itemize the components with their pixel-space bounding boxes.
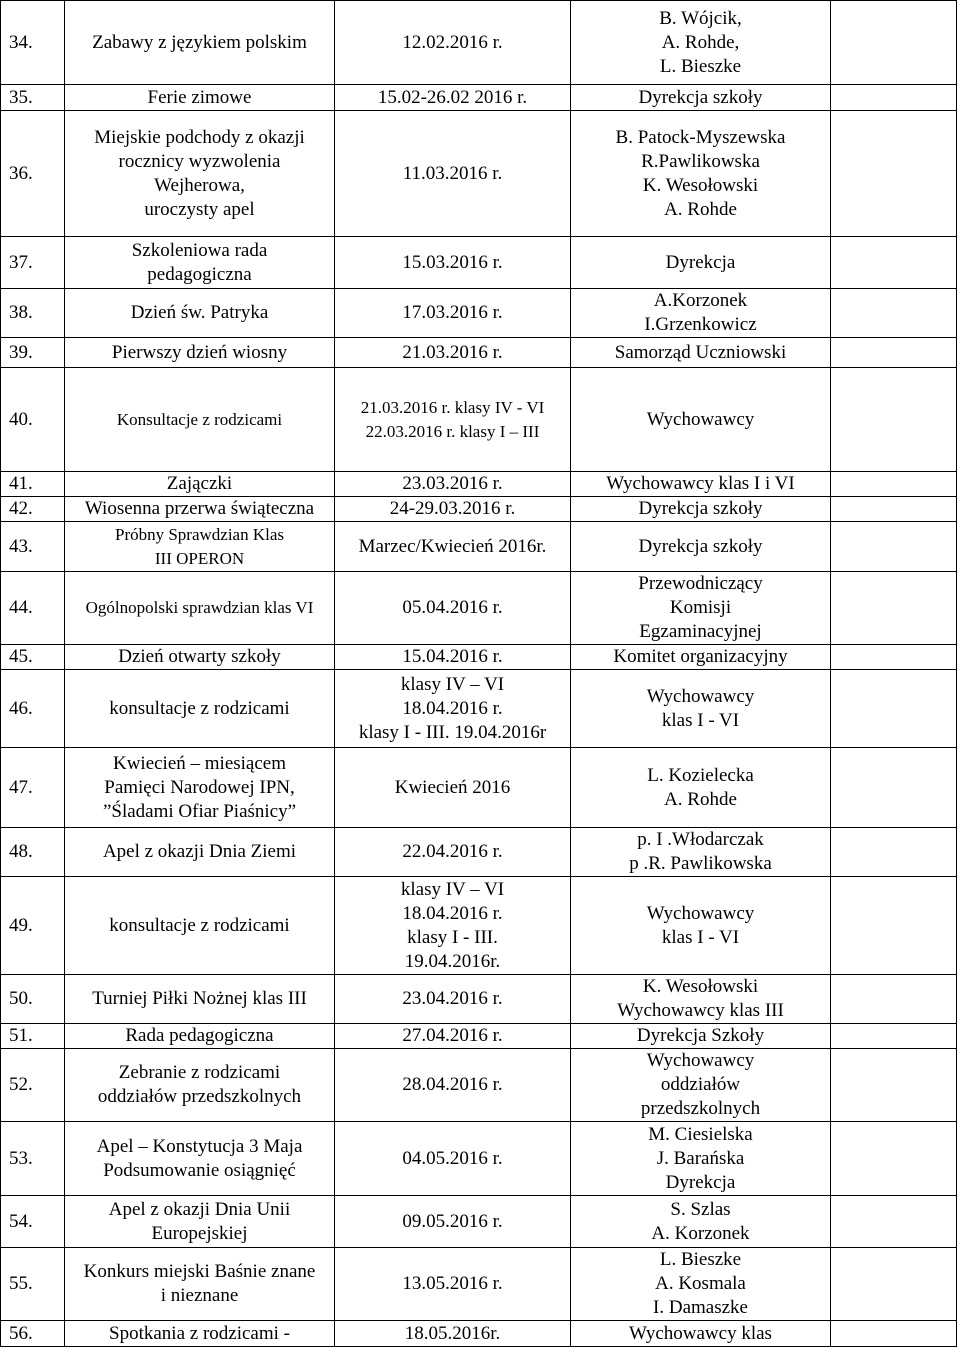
- responsible-cell: Dyrekcja szkoły: [571, 522, 831, 572]
- row-number-cell: 42.: [1, 497, 65, 522]
- row-number-cell: 47.: [1, 748, 65, 828]
- date-cell: 21.03.2016 r.: [335, 338, 571, 368]
- table-row: [1, 670, 957, 748]
- responsible-cell: Dyrekcja Szkoły: [571, 1024, 831, 1049]
- empty-cell: [831, 645, 957, 670]
- empty-cell: [831, 828, 957, 877]
- table-row: [1, 1196, 957, 1248]
- date-cell: 15.02-26.02 2016 r.: [335, 85, 571, 111]
- row-number-cell: 43.: [1, 522, 65, 572]
- date-cell: 27.04.2016 r.: [335, 1024, 571, 1049]
- event-cell: Ferie zimowe: [65, 85, 335, 111]
- date-cell: 23.04.2016 r.: [335, 975, 571, 1024]
- table-row: [1, 237, 957, 289]
- date-cell: 05.04.2016 r.: [335, 572, 571, 645]
- event-cell: Szkoleniowa rada pedagogiczna: [65, 237, 335, 289]
- date-cell: 24-29.03.2016 r.: [335, 497, 571, 522]
- event-cell: Konkurs miejski Baśnie znane i nieznane: [65, 1248, 335, 1321]
- date-cell: klasy IV – VI 18.04.2016 r. klasy I - III. 19.04.2016r: [335, 670, 571, 748]
- responsible-cell: A.Korzonek I.Grzenkowicz: [571, 289, 831, 338]
- empty-cell: [831, 237, 957, 289]
- row-number-cell: 36.: [1, 111, 65, 237]
- event-cell: Kwiecień – miesiącem Pamięci Narodowej IPN, ”Śladami Ofiar Piaśnicy”: [65, 748, 335, 828]
- date-cell: 28.04.2016 r.: [335, 1049, 571, 1122]
- date-cell: 15.03.2016 r.: [335, 237, 571, 289]
- event-cell: Próbny Sprawdzian Klas III OPERON: [65, 522, 335, 572]
- row-number-cell: 48.: [1, 828, 65, 877]
- event-cell: Dzień św. Patryka: [65, 289, 335, 338]
- event-cell: Apel z okazji Dnia Unii Europejskiej: [65, 1196, 335, 1248]
- date-cell: 17.03.2016 r.: [335, 289, 571, 338]
- responsible-cell: S. Szlas A. Korzonek: [571, 1196, 831, 1248]
- row-number-cell: 44.: [1, 572, 65, 645]
- event-cell: Miejskie podchody z okazji rocznicy wyzwolenia Wejherowa, uroczysty apel: [65, 111, 335, 237]
- event-cell: Spotkania z rodzicami -: [65, 1321, 335, 1347]
- table-row: [1, 1122, 957, 1196]
- table-row: [1, 1049, 957, 1122]
- table-row: [1, 572, 957, 645]
- event-cell: konsultacje z rodzicami: [65, 877, 335, 975]
- event-cell: Zajączki: [65, 472, 335, 497]
- table-row: [1, 1248, 957, 1321]
- date-cell: 11.03.2016 r.: [335, 111, 571, 237]
- empty-cell: [831, 111, 957, 237]
- row-number-cell: 53.: [1, 1122, 65, 1196]
- table-row: [1, 748, 957, 828]
- event-cell: Rada pedagogiczna: [65, 1024, 335, 1049]
- empty-cell: [831, 1196, 957, 1248]
- event-cell: Dzień otwarty szkoły: [65, 645, 335, 670]
- empty-cell: [831, 1024, 957, 1049]
- responsible-cell: Dyrekcja szkoły: [571, 85, 831, 111]
- event-cell: Zabawy z językiem polskim: [65, 1, 335, 85]
- responsible-cell: Samorząd Uczniowski: [571, 338, 831, 368]
- event-cell: Ogólnopolski sprawdzian klas VI: [65, 572, 335, 645]
- row-number-cell: 56.: [1, 1321, 65, 1347]
- table-row: [1, 1024, 957, 1049]
- responsible-cell: Wychowawcy oddziałów przedszkolnych: [571, 1049, 831, 1122]
- row-number-cell: 38.: [1, 289, 65, 338]
- table-row: [1, 289, 957, 338]
- event-cell: Apel z okazji Dnia Ziemi: [65, 828, 335, 877]
- responsible-cell: Dyrekcja: [571, 237, 831, 289]
- date-cell: 23.03.2016 r.: [335, 472, 571, 497]
- responsible-cell: Wychowawcy: [571, 368, 831, 472]
- date-cell: 18.05.2016r.: [335, 1321, 571, 1347]
- responsible-cell: Przewodniczący Komisji Egzaminacyjnej: [571, 572, 831, 645]
- date-cell: 04.05.2016 r.: [335, 1122, 571, 1196]
- table-row: [1, 368, 957, 472]
- table-row: [1, 877, 957, 975]
- row-number-cell: 50.: [1, 975, 65, 1024]
- empty-cell: [831, 497, 957, 522]
- row-number-cell: 51.: [1, 1024, 65, 1049]
- table-row: [1, 1, 957, 85]
- row-number-cell: 46.: [1, 670, 65, 748]
- date-cell: klasy IV – VI 18.04.2016 r. klasy I - III. 19.04.2016r.: [335, 877, 571, 975]
- date-cell: 13.05.2016 r.: [335, 1248, 571, 1321]
- row-number-cell: 40.: [1, 368, 65, 472]
- empty-cell: [831, 1122, 957, 1196]
- empty-cell: [831, 85, 957, 111]
- responsible-cell: L. Kozielecka A. Rohde: [571, 748, 831, 828]
- empty-cell: [831, 1049, 957, 1122]
- responsible-cell: Wychowawcy klas I - VI: [571, 877, 831, 975]
- table-row: [1, 497, 957, 522]
- row-number-cell: 35.: [1, 85, 65, 111]
- event-cell: Wiosenna przerwa świąteczna: [65, 497, 335, 522]
- event-cell: konsultacje z rodzicami: [65, 670, 335, 748]
- schedule-body: [1, 1, 957, 1347]
- empty-cell: [831, 472, 957, 497]
- table-row: [1, 338, 957, 368]
- row-number-cell: 49.: [1, 877, 65, 975]
- row-number-cell: 41.: [1, 472, 65, 497]
- date-cell: 09.05.2016 r.: [335, 1196, 571, 1248]
- responsible-cell: p. I .Włodarczak p .R. Pawlikowska: [571, 828, 831, 877]
- empty-cell: [831, 1321, 957, 1347]
- row-number-cell: 39.: [1, 338, 65, 368]
- event-cell: Konsultacje z rodzicami: [65, 368, 335, 472]
- table-row: [1, 975, 957, 1024]
- responsible-cell: Dyrekcja szkoły: [571, 497, 831, 522]
- empty-cell: [831, 1, 957, 85]
- row-number-cell: 52.: [1, 1049, 65, 1122]
- empty-cell: [831, 1248, 957, 1321]
- empty-cell: [831, 289, 957, 338]
- event-cell: Turniej Piłki Nożnej klas III: [65, 975, 335, 1024]
- date-cell: Marzec/Kwiecień 2016r.: [335, 522, 571, 572]
- empty-cell: [831, 522, 957, 572]
- event-cell: Pierwszy dzień wiosny: [65, 338, 335, 368]
- event-cell: Apel – Konstytucja 3 Maja Podsumowanie osiągnięć: [65, 1122, 335, 1196]
- event-cell: Zebranie z rodzicami oddziałów przedszkolnych: [65, 1049, 335, 1122]
- empty-cell: [831, 338, 957, 368]
- responsible-cell: M. Ciesielska J. Barańska Dyrekcja: [571, 1122, 831, 1196]
- row-number-cell: 37.: [1, 237, 65, 289]
- table-row: [1, 85, 957, 111]
- empty-cell: [831, 975, 957, 1024]
- table-row: [1, 522, 957, 572]
- table-row: [1, 1321, 957, 1347]
- row-number-cell: 34.: [1, 1, 65, 85]
- responsible-cell: Wychowawcy klas I i VI: [571, 472, 831, 497]
- table-row: [1, 111, 957, 237]
- responsible-cell: B. Patock-Myszewska R.Pawlikowska K. Wesołowski A. Rohde: [571, 111, 831, 237]
- row-number-cell: 54.: [1, 1196, 65, 1248]
- empty-cell: [831, 572, 957, 645]
- table-row: [1, 828, 957, 877]
- empty-cell: [831, 877, 957, 975]
- responsible-cell: Wychowawcy klas: [571, 1321, 831, 1347]
- empty-cell: [831, 368, 957, 472]
- responsible-cell: Komitet organizacyjny: [571, 645, 831, 670]
- date-cell: 21.03.2016 r. klasy IV - VI 22.03.2016 r. klasy I – III: [335, 368, 571, 472]
- date-cell: 12.02.2016 r.: [335, 1, 571, 85]
- table-row: [1, 472, 957, 497]
- responsible-cell: Wychowawcy klas I - VI: [571, 670, 831, 748]
- responsible-cell: K. Wesołowski Wychowawcy klas III: [571, 975, 831, 1024]
- row-number-cell: 45.: [1, 645, 65, 670]
- empty-cell: [831, 670, 957, 748]
- empty-cell: [831, 748, 957, 828]
- table-row: [1, 645, 957, 670]
- date-cell: Kwiecień 2016: [335, 748, 571, 828]
- date-cell: 15.04.2016 r.: [335, 645, 571, 670]
- row-number-cell: 55.: [1, 1248, 65, 1321]
- responsible-cell: L. Bieszke A. Kosmala I. Damaszke: [571, 1248, 831, 1321]
- responsible-cell: B. Wójcik, A. Rohde, L. Bieszke: [571, 1, 831, 85]
- date-cell: 22.04.2016 r.: [335, 828, 571, 877]
